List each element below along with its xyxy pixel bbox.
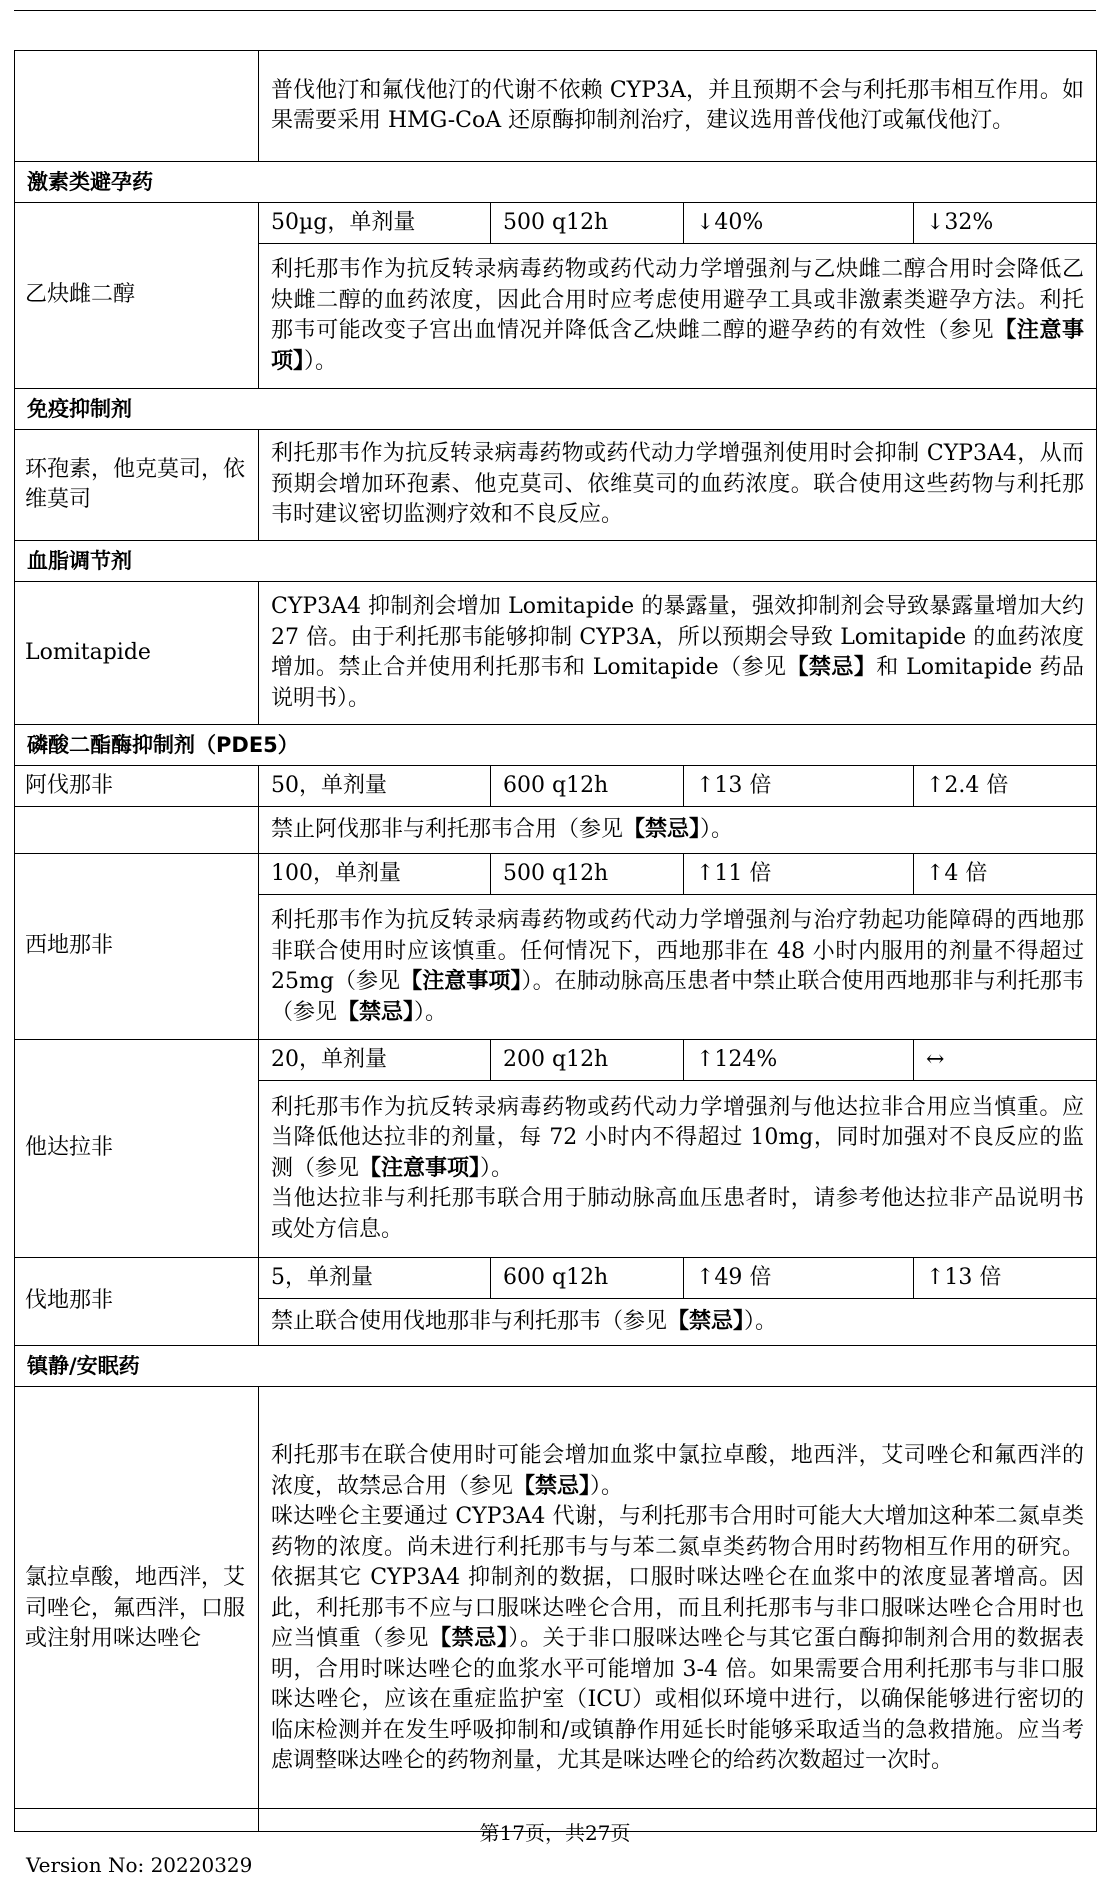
drug-interaction-table xyxy=(14,50,1097,1832)
cmax-change-cell: ↑2.4 倍 xyxy=(914,766,1097,807)
auc-change-cell: ↑11 倍 xyxy=(684,854,914,895)
drug-name-cell xyxy=(15,807,259,854)
table-row xyxy=(15,766,1097,807)
page-number: 第17页，共27页 xyxy=(479,1821,631,1845)
table-row xyxy=(15,1258,1097,1299)
table-row xyxy=(15,203,1097,244)
drug-name-sildenafil: 西地那非 xyxy=(15,854,259,1040)
version-number: Version No: 20220329 xyxy=(26,1853,253,1877)
ritonavir-dose-cell: 600 q12h xyxy=(491,766,684,807)
drug-name-benzodiazepines: 氯拉卓酸，地西泮，艾司唑仑，氟西泮，口服或注射用咪达唑仑 xyxy=(15,1387,259,1832)
section-row xyxy=(15,162,1097,203)
table-row xyxy=(15,854,1097,895)
drug-description: 禁止联合使用伐地那非与利托那韦（参见【禁忌】）。 xyxy=(259,1299,1097,1346)
table-row xyxy=(15,430,1097,541)
section-header-immuno: 免疫抑制剂 xyxy=(15,389,1097,430)
dose-cell: 5，单剂量 xyxy=(259,1258,491,1299)
drug-description: 利托那韦作为抗反转录病毒药物或药代动力学增强剂使用时会抑制 CYP3A4，从而预期会增加环孢素、他克莫司、依维莫司的血药浓度。联合使用这些药物与利托那韦时建议密切监测疗效和不良反应。 xyxy=(259,430,1097,541)
drug-description: CYP3A4 抑制剂会增加 Lomitapide 的暴露量，强效抑制剂会导致暴露量增加大约 27 倍。由于利托那韦能够抑制 CYP3A，所以预期会导致 Lomitapide 的血药浓度增加。禁止合并使用利托那韦和 Lomitapide（参见【禁忌】和 Lomitapide 药品说明书）。 xyxy=(259,582,1097,725)
section-header-pde5: 磷酸二酯酶抑制剂（PDE5） xyxy=(15,725,1097,766)
cmax-change-cell: ↓32% xyxy=(914,203,1097,244)
drug-name-lomitapide: Lomitapide xyxy=(15,582,259,725)
statin-note: 普伐他汀和氟伐他汀的代谢不依赖 CYP3A，并且预期不会与利托那韦相互作用。如果需要采用 HMG-CoA 还原酶抑制剂治疗，建议选用普伐他汀或氟伐他汀。 xyxy=(259,51,1097,162)
section-header-sedative: 镇静/安眠药 xyxy=(15,1346,1097,1387)
table-row xyxy=(15,1040,1097,1081)
ritonavir-dose-cell: 500 q12h xyxy=(491,203,684,244)
auc-change-cell: ↑13 倍 xyxy=(684,766,914,807)
section-row xyxy=(15,541,1097,582)
drug-name-cyclosporine: 环孢素，他克莫司，依维莫司 xyxy=(15,430,259,541)
drug-name-tadalafil: 他达拉非 xyxy=(15,1040,259,1258)
ritonavir-dose-cell: 600 q12h xyxy=(491,1258,684,1299)
drug-name-avanafil: 阿伐那非 xyxy=(15,766,259,807)
bottom-rule xyxy=(14,1808,1096,1809)
auc-change-cell: ↑124% xyxy=(684,1040,914,1081)
dose-cell: 20，单剂量 xyxy=(259,1040,491,1081)
table-row xyxy=(15,51,1097,162)
ritonavir-dose-cell: 200 q12h xyxy=(491,1040,684,1081)
drug-name-cell xyxy=(15,51,259,162)
cmax-change-cell: ↑13 倍 xyxy=(914,1258,1097,1299)
dose-cell: 50，单剂量 xyxy=(259,766,491,807)
section-header-lipid: 血脂调节剂 xyxy=(15,541,1097,582)
section-row xyxy=(15,389,1097,430)
dose-cell: 100，单剂量 xyxy=(259,854,491,895)
top-rule xyxy=(14,10,1096,11)
cmax-change-cell: ↑4 倍 xyxy=(914,854,1097,895)
auc-change-cell: ↓40% xyxy=(684,203,914,244)
drug-name-ethinyl: 乙炔雌二醇 xyxy=(15,203,259,389)
section-row xyxy=(15,1346,1097,1387)
table-row xyxy=(15,807,1097,854)
drug-description: 利托那韦在联合使用时可能会增加血浆中氯拉卓酸，地西泮，艾司唑仑和氟西泮的浓度，故禁忌合用（参见【禁忌】）。 咪达唑仑主要通过 CYP3A4 代谢，与利托那韦合用时可能大大增加这种苯二氮卓类药物的浓度。尚未进行利托那韦与与苯二氮卓类药物合用时药物相互作用的研究。依据其它 CYP3A4 抑制剂的数据，口服时咪达唑仑在血浆中的浓度显著增高。因此，利托那韦不应与口服咪达唑仑合用，而且利托那韦与非口服咪达唑仑合用时也应当慎重（参见【禁忌】）。关于非口服咪达唑仑与其它蛋白酶抑制剂合用的数据表明，合用时咪达唑仑的血浆水平可能增加 3-4 倍。如果需要合用利托那韦与非口服咪达唑仑，应该在重症监护室（ICU）或相似环境中进行，以确保能够进行密切的临床检测并在发生呼吸抑制和/或镇静作用延长时能够采取适当的急救措施。应当考虑调整咪达唑仑的药物剂量，尤其是咪达唑仑的给药次数超过一次时。 xyxy=(259,1387,1097,1832)
section-row xyxy=(15,725,1097,766)
ritonavir-dose-cell: 500 q12h xyxy=(491,854,684,895)
drug-description: 利托那韦作为抗反转录病毒药物或药代动力学增强剂与治疗勃起功能障碍的西地那非联合使用时应该慎重。任何情况下，西地那非在 48 小时内服用的剂量不得超过 25mg（参见【注意事项】）。在肺动脉高压患者中禁止联合使用西地那非与利托那韦（参见【禁忌】）。 xyxy=(259,895,1097,1040)
drug-description: 利托那韦作为抗反转录病毒药物或药代动力学增强剂与乙炔雌二醇合用时会降低乙炔雌二醇的血药浓度，因此合用时应考虑使用避孕工具或非激素类避孕方法。利托那韦可能改变子宫出血情况并降低含乙炔雌二醇的避孕药的有效性（参见【注意事项】）。 xyxy=(259,244,1097,389)
table-row xyxy=(15,1387,1097,1832)
cmax-change-cell: ↔ xyxy=(914,1040,1097,1081)
drug-name-vardenafil: 伐地那非 xyxy=(15,1258,259,1346)
table-row xyxy=(15,582,1097,725)
auc-change-cell: ↑49 倍 xyxy=(684,1258,914,1299)
dose-cell: 50µg，单剂量 xyxy=(259,203,491,244)
section-header-contraceptive: 激素类避孕药 xyxy=(15,162,1097,203)
drug-description: 利托那韦作为抗反转录病毒药物或药代动力学增强剂与他达拉非合用应当慎重。应当降低他达拉非的剂量，每 72 小时内不得超过 10mg，同时加强对不良反应的监测（参见【注意事项】）。 当他达拉非与利托那韦联合用于肺动脉高血压患者时，请参考他达拉非产品说明书或处方信息。 xyxy=(259,1081,1097,1258)
drug-description: 禁止阿伐那非与利托那韦合用（参见【禁忌】）。 xyxy=(259,807,1097,854)
